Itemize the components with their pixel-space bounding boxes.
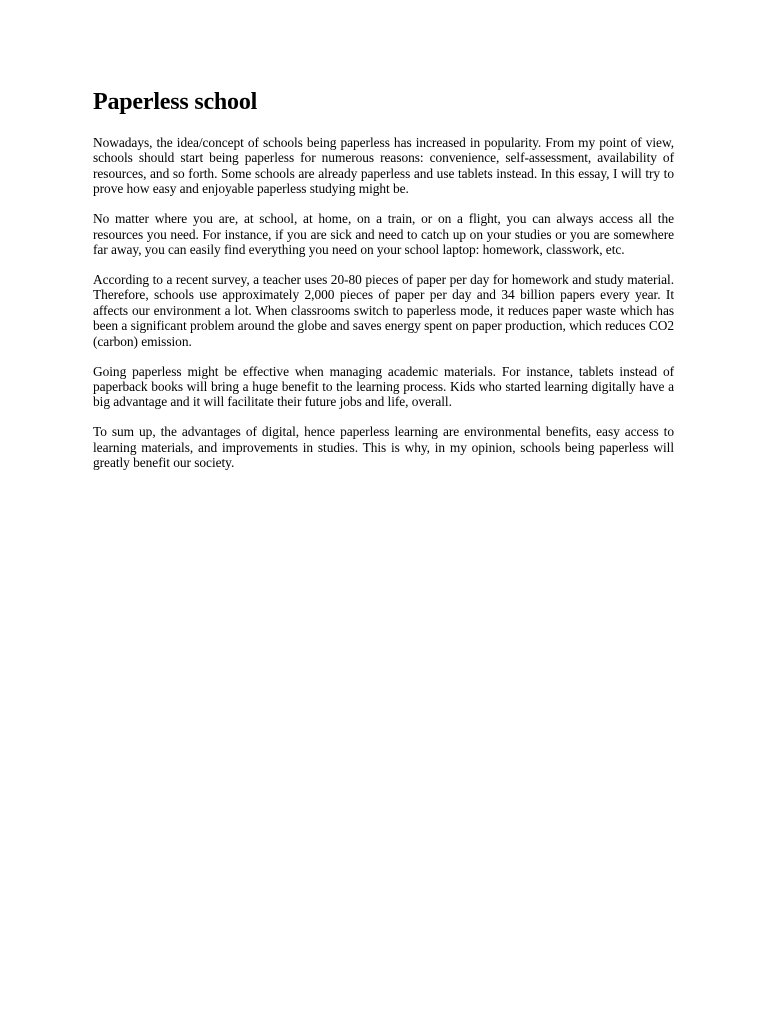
document-title: Paperless school — [93, 89, 258, 115]
paragraph-access: No matter where you are, at school, at home, on a train, or on a flight, you can always access all the resources you need. For instance, if you are sick and need to catch up on your studies or you are somewhere far away, you can easily find everything you need on your school laptop: homework, classwork, etc. — [93, 211, 674, 258]
paragraph-conclusion: To sum up, the advantages of digital, hence paperless learning are environmental benefits, easy access to learning materials, and improvements in studies. This is why, in my opinion, schools being paperless will greatly benefit our society. — [93, 424, 674, 471]
document-body — [93, 86, 674, 485]
paragraph-introduction: Nowadays, the idea/concept of schools being paperless has increased in popularity. From my point of view, schools should start being paperless for numerous reasons: convenience, self-assessment, availability of resources, and so forth. Some schools are already paperless and use tablets instead. In this essay, I will try to prove how easy and enjoyable paperless studying might be. — [93, 135, 674, 197]
paragraph-academic-materials: Going paperless might be effective when managing academic materials. For instance, tablets instead of paperback books will bring a huge benefit to the learning process. Kids who started learning digitally have a big advantage and it will facilitate their future jobs and life, overall. — [93, 363, 674, 410]
paragraph-environment: According to a recent survey, a teacher uses 20-80 pieces of paper per day for homework and study material. Therefore, schools use approximately 2,000 pieces of paper per day and 34 billion papers every year. It affects our environment a lot. When classrooms switch to paperless mode, it reduces paper waste which has been a significant problem around the globe and saves energy spent on paper production, which reduces CO2 (carbon) emission. — [93, 272, 674, 349]
